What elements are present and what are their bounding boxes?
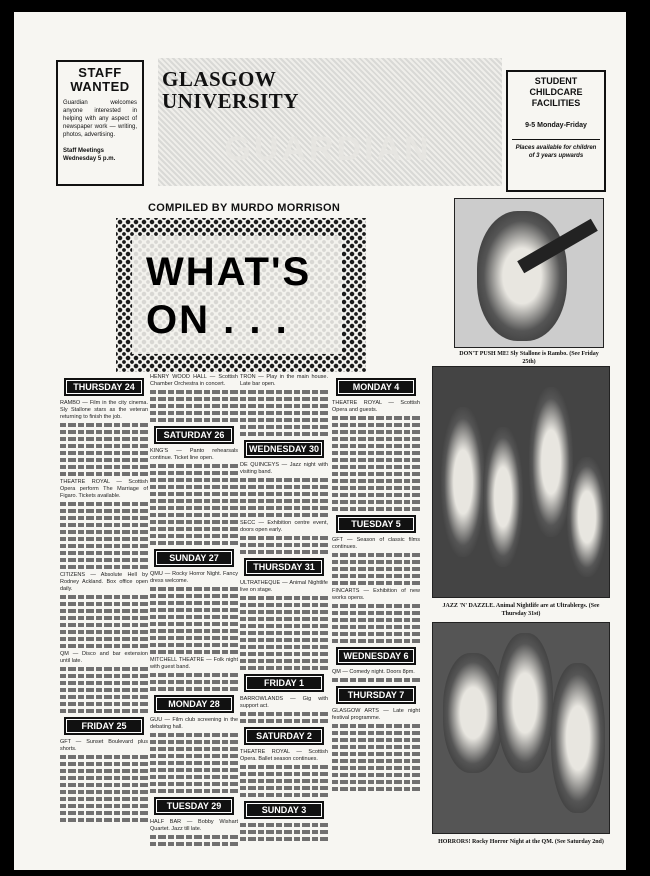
listing-item: HALF BAR — Bobby Wishart Quartet. Jazz till late.	[150, 819, 238, 832]
day-heading-friday-1: FRIDAY 1	[244, 674, 324, 692]
listing-item: GUU — Film club screening in the debating hall.	[150, 717, 238, 730]
day-heading-monday-28: MONDAY 28	[154, 695, 234, 713]
day-heading-wednesday-6: WEDNESDAY 6	[336, 647, 416, 665]
jazz-figure-1	[441, 407, 485, 557]
listing-item: THEATRE ROYAL — Scottish Opera and guests.	[332, 400, 420, 413]
listing-item: KING'S — Panto rehearsals continue. Ticket line open.	[150, 448, 238, 461]
listing-item: MITCHELL THEATRE — Folk night with guest band.	[150, 657, 238, 670]
day-heading-thursday-7: THURSDAY 7	[336, 686, 416, 704]
listing-item: QM — Comedy night. Doors 8pm.	[332, 669, 415, 675]
masthead	[158, 58, 502, 186]
day-heading-saturday-26: SATURDAY 26	[154, 426, 234, 444]
listing-item: DE QUINCEYS — Jazz night with visiting band.	[240, 462, 328, 475]
day-heading-thursday-31: THURSDAY 31	[244, 558, 324, 576]
jazz-figure-2	[483, 427, 523, 567]
listing-item: CITIZENS — Absolute Hell by Rodney Ackland. Box office open daily.	[60, 572, 148, 592]
listing-item: HENRY WOOD HALL — Scottish Chamber Orchestra in concert.	[150, 374, 238, 387]
listing-item: FINCARTS — Exhibition of new works opens.	[332, 588, 420, 601]
jazz-figure-4	[567, 457, 607, 577]
listing-item: GLASGOW ARTS — Late night festival programme.	[332, 708, 420, 721]
listing-item: THEATRE ROYAL — Scottish Opera. Ballet season continues.	[240, 749, 328, 762]
masthead-title	[162, 68, 299, 112]
day-heading-tuesday-5: TUESDAY 5	[336, 515, 416, 533]
childcare-hours: 9-5 Monday-Friday	[525, 122, 587, 129]
staff-meetings: Staff Meetings Wednesday 5 p.m.	[63, 148, 116, 162]
listings-column-3	[240, 374, 328, 862]
listings-column-2	[150, 374, 238, 854]
whats-on-line2: ON . . .	[146, 298, 289, 342]
staff-wanted-box	[56, 60, 144, 186]
horrors-figure-1	[443, 653, 503, 773]
listing-item: TRON — Play in the main house. Late bar open.	[240, 374, 328, 387]
day-heading-monday-4: MONDAY 4	[336, 378, 416, 396]
listing-item: QM — Disco and bar extension until late.	[60, 651, 148, 664]
day-heading-tuesday-29: TUESDAY 29	[154, 797, 234, 815]
compiled-by: COMPILED BY MURDO MORRISON	[148, 202, 341, 214]
jazz-caption: JAZZ 'N' DAZZLE. Animal Nightlife are at Ultrablergs. (See Thursday 31st)	[442, 603, 600, 617]
horrors-figure-2	[497, 633, 553, 773]
day-heading-wednesday-30: WEDNESDAY 30	[244, 440, 324, 458]
day-heading-thursday-24: THURSDAY 24	[64, 378, 144, 396]
rambo-caption: DON'T PUSH ME! Sly Stallone is Rambo. (See Friday 25th)	[459, 351, 599, 365]
childcare-box	[506, 70, 606, 192]
masthead-title-line2: UNIVERSITY	[162, 89, 299, 113]
listing-item: QMU — Rocky Horror Night. Fancy dress welcome.	[150, 571, 238, 584]
day-heading-saturday-2: SATURDAY 2	[244, 727, 324, 745]
day-heading-friday-25: FRIDAY 25	[64, 717, 144, 735]
day-heading-sunday-27: SUNDAY 27	[154, 549, 234, 567]
horrors-caption: HORRORS! Rocky Horror Night at the QM. (See Saturday 2nd)	[438, 839, 604, 845]
listings-column-4	[332, 374, 420, 862]
childcare-places: Places available for children of 3 years upwards	[512, 139, 600, 160]
staff-wanted-body: Guardian welcomes anyone interested in helping with any aspect of newspaper work — writing, photos, advertising.	[63, 100, 137, 138]
horrors-photo	[432, 622, 610, 834]
rambo-figure	[477, 211, 567, 341]
staff-wanted-heading: STAFF WANTED	[70, 65, 130, 94]
whats-on-graphic	[116, 218, 366, 372]
childcare-heading: STUDENT CHILDCARE FACILITIES	[529, 76, 583, 108]
whats-on-line1: WHAT'S	[146, 250, 312, 294]
listing-item: BARROWLANDS — Gig with support act.	[240, 696, 328, 709]
horrors-figure-3	[551, 663, 605, 813]
rambo-photo	[454, 198, 604, 348]
masthead-title-line1: GLASGOW	[162, 67, 277, 91]
listing-item: SECC — Exhibition centre event, doors open early.	[240, 520, 328, 533]
jazz-photo	[432, 366, 610, 598]
listing-item: GFT — Sunset Boulevard plus shorts.	[60, 739, 148, 752]
listing-item: ULTRATHEQUE — Animal Nightlife live on stage.	[240, 580, 328, 593]
newspaper-page	[14, 12, 626, 870]
listings-column-1	[60, 374, 148, 844]
day-heading-sunday-3: SUNDAY 3	[244, 801, 324, 819]
masthead-ghost-text: GUARDIAN	[224, 130, 432, 168]
listing-item: GFT — Season of classic films continues.	[332, 537, 420, 550]
listing-item: RAMBO — Film in the city cinema. Sly Stallone stars as the veteran returning to finish the job.	[60, 400, 148, 420]
listing-item: THEATRE ROYAL — Scottish Opera perform The Marriage of Figaro. Tickets available.	[60, 479, 148, 499]
